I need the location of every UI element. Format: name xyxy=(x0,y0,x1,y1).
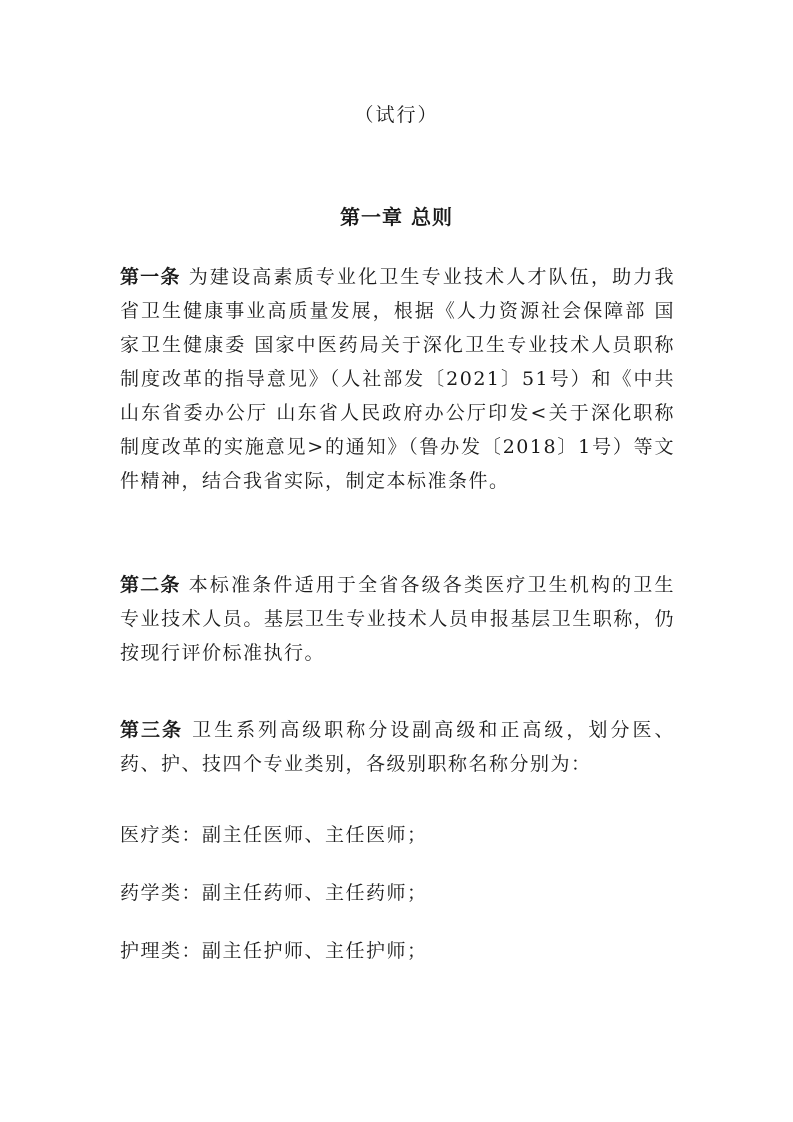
chapter-title: 第一章 总则 xyxy=(340,205,453,229)
article-3-text: 卫生系列高级职称分设副高级和正高级，划分医、药、护、技四个专业类别，各级别职称名称分别为： xyxy=(120,719,675,775)
article-3-label: 第三条 xyxy=(120,719,184,741)
category-nursing: 护理类：副主任护师、主任护师； xyxy=(120,940,428,962)
category-medical: 医疗类：副主任医师、主任医师； xyxy=(120,824,428,846)
article-3 xyxy=(120,713,675,781)
article-1 xyxy=(120,260,675,498)
article-2-label: 第二条 xyxy=(120,574,181,596)
category-pharmacy: 药学类：副主任药师、主任药师； xyxy=(120,882,428,904)
document-subtitle: （试行） xyxy=(354,104,439,126)
article-1-label: 第一条 xyxy=(120,266,181,288)
article-1-text: 为建设高素质专业化卫生专业技术人才队伍，助力我省卫生健康事业高质量发展，根据《人力资源社会保障部 国家卫生健康委 国家中医药局关于深化卫生专业技术人员职称制度改革的指导意见》（人社部发〔2021〕51号）和《中共山东省委办公厅 山东省人民政府办公厅印发<关于深化职称制度改革的实施意见>的通知》（鲁办发〔2018〕1号）等文件精神，结合我省实际，制定本标准条件。 xyxy=(120,266,675,492)
article-2-text: 本标准条件适用于全省各级各类医疗卫生机构的卫生专业技术人员。基层卫生专业技术人员申报基层卫生职称，仍按现行评价标准执行。 xyxy=(120,574,675,664)
article-2 xyxy=(120,568,675,670)
